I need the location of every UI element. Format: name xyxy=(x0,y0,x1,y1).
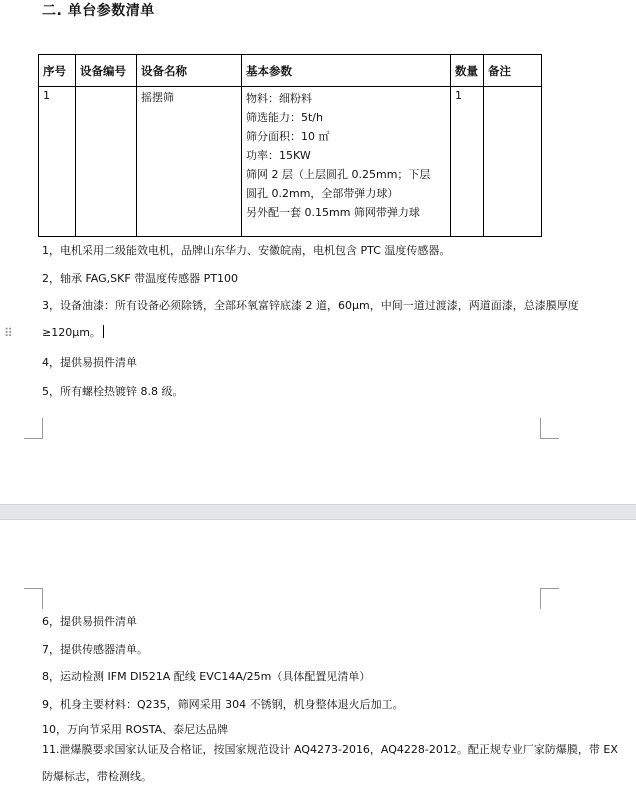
cell-code xyxy=(76,87,137,237)
margin-corner-bottom-right-icon xyxy=(540,588,559,609)
cell-name: 摇摆筛 xyxy=(137,87,242,237)
header-remark: 备注 xyxy=(484,55,542,87)
margin-corner-top-right-icon xyxy=(540,418,559,439)
list-item-3-text: 3，设备油漆：所有设备必须除锈，全部环氧富锌底漆 2 道，60μm，中间一道过渡漆，两道面漆，总漆膜厚度 ≥120μm。 xyxy=(42,299,579,339)
param-spare-screen: 另外配一套 0.15mm 筛网带弹力球 xyxy=(246,206,420,219)
list-item-3[interactable] xyxy=(42,292,622,346)
header-quantity: 数量 xyxy=(451,55,484,87)
param-screen-2: 圆孔 0.2mm，全部带弹力球） xyxy=(246,187,399,200)
margin-corner-bottom-left-icon xyxy=(24,588,43,609)
list-item-8: 8，运动检测 IFM DI521A 配线 EVC14A/25m（具体配置见清单） xyxy=(42,670,371,683)
param-screen-1: 筛网 2 层（上层圆孔 0.25mm；下层 xyxy=(246,168,431,181)
header-name: 设备名称 xyxy=(137,55,242,87)
header-code: 设备编号 xyxy=(76,55,137,87)
page-gap xyxy=(0,504,636,520)
header-params: 基本参数 xyxy=(242,55,451,87)
list-item-1: 1，电机采用二级能效电机，品牌山东华力、安徽皖南，电机包含 PTC 温度传感器。 xyxy=(42,244,451,257)
list-item-6: 6，提供易损件清单 xyxy=(42,615,137,628)
document-page-2 xyxy=(0,520,636,801)
cell-index: 1 xyxy=(39,87,76,237)
table-row xyxy=(39,87,542,237)
cell-params xyxy=(242,87,451,237)
section-heading: 二. 单台参数清单 xyxy=(42,3,155,19)
table-header-row xyxy=(39,55,542,87)
list-item-4: 4，提供易损件清单 xyxy=(42,356,137,369)
param-capacity: 筛选能力：5t/h xyxy=(246,111,323,124)
cell-quantity: 1 xyxy=(451,87,484,237)
text-cursor xyxy=(103,325,105,338)
param-area: 筛分面积：10 ㎡ xyxy=(246,130,330,143)
list-item-10: 10，万向节采用 ROSTA、泰尼达品牌 xyxy=(42,723,229,736)
list-item-11: 11.泄爆膜要求国家认证及合格证，按国家规范设计 AQ4273-2016，AQ4228-2012。配正规专业厂家防爆膜，带 EX 防爆标志，带检测线。 xyxy=(42,743,618,783)
header-index: 序号 xyxy=(39,55,76,87)
cell-remark xyxy=(484,87,542,237)
list-item-2: 2，轴承 FAG,SKF 带温度传感器 PT100 xyxy=(42,272,239,285)
param-power: 功率：15KW xyxy=(246,149,311,162)
drag-handle-icon[interactable]: ⠿ xyxy=(4,326,13,340)
list-item-7: 7，提供传感器清单。 xyxy=(42,643,148,656)
parameter-table xyxy=(38,54,542,237)
param-material: 物料：细粉料 xyxy=(246,92,312,105)
list-item-5: 5，所有螺栓热镀锌 8.8 级。 xyxy=(42,385,184,398)
list-item-9: 9，机身主要材料：Q235，筛网采用 304 不锈钢，机身整体退火后加工。 xyxy=(42,698,404,711)
margin-corner-top-left-icon xyxy=(24,418,43,439)
